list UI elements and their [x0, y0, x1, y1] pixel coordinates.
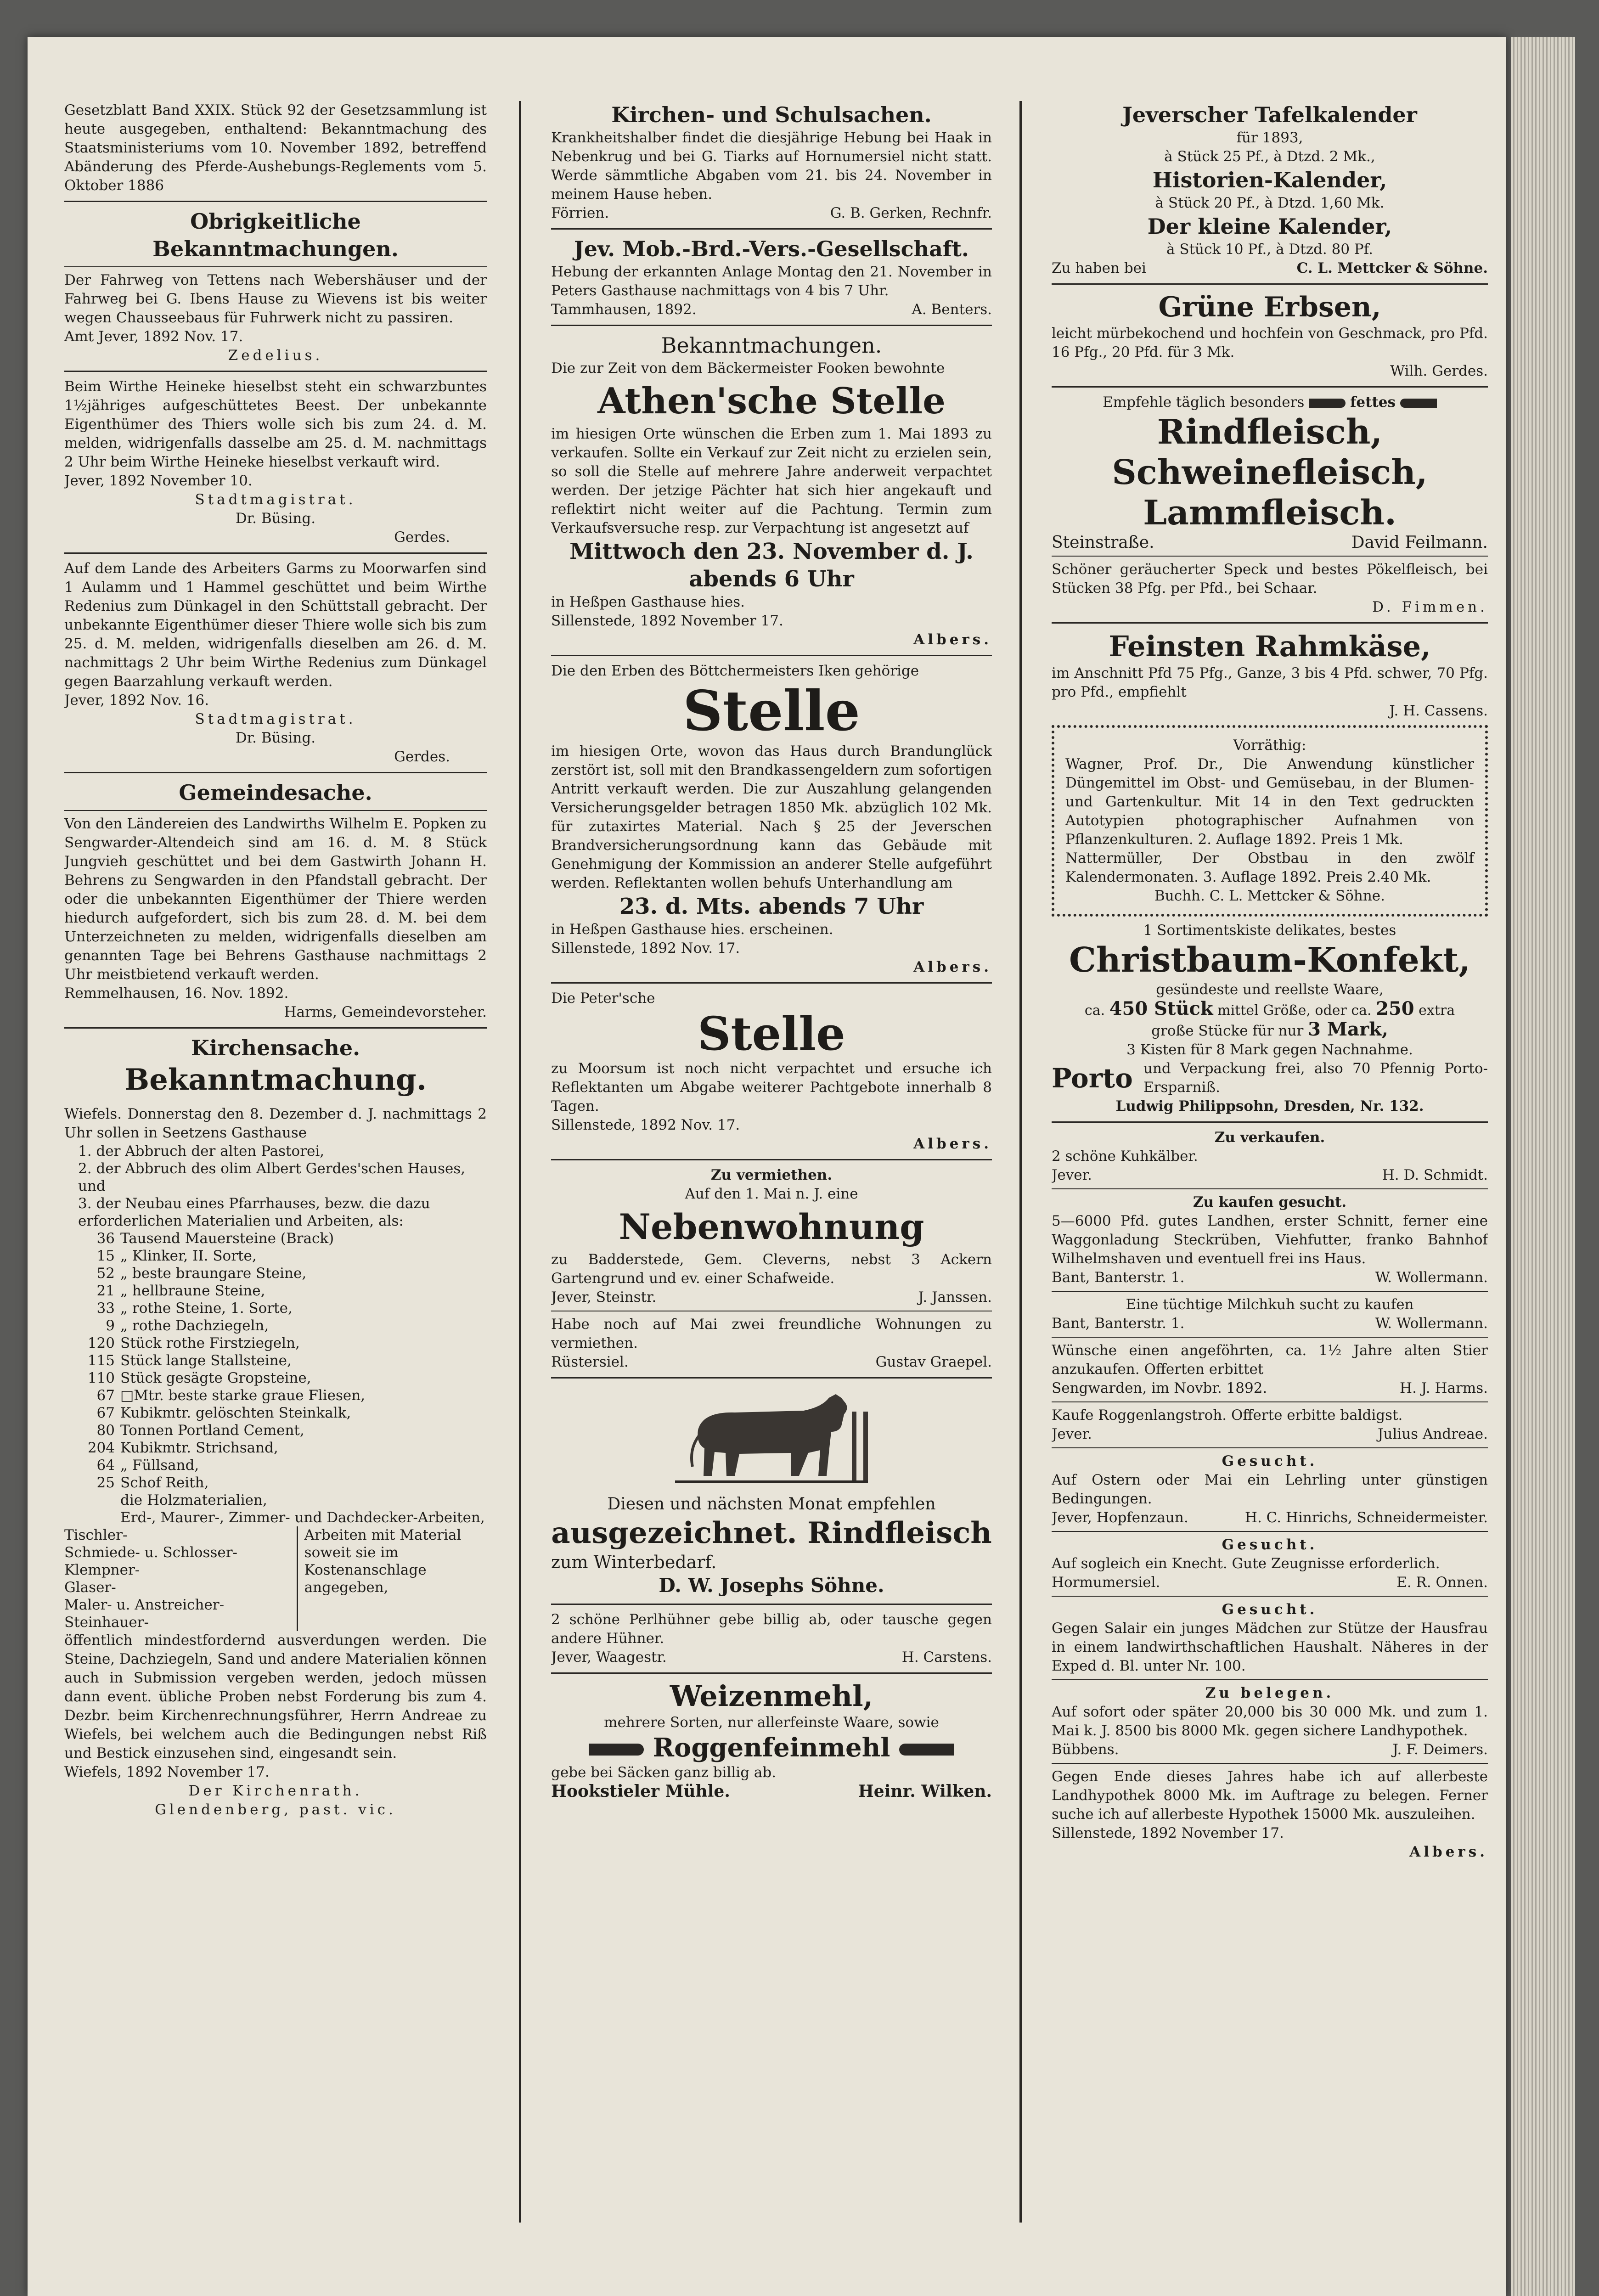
notice-text: Schöner geräucherter Speck und bestes Pökelfleisch, bei Stücken 38 Pfg. per Pfd., bei Schaar.	[1052, 561, 1488, 597]
notice-text: 5—6000 Pfd. gutes Landhen, erster Schnitt, ferner eine Waggonladung Steckrüben, Viehfutter, franko Bahnhof Wilhelmshaven und eventuell frei ins Haus.	[1052, 1213, 1488, 1267]
divider	[1052, 1121, 1488, 1123]
notice-text: Zu haben bei	[1052, 260, 1146, 276]
notice-text-part: ca.	[1084, 1002, 1105, 1019]
section-heading: Zu vermiethen.	[710, 1167, 833, 1183]
pointing-hand-icon	[1400, 399, 1437, 408]
notice-signature: Ludwig Philippsohn, Dresden, Nr. 132.	[1115, 1098, 1424, 1114]
notice-text-part: große Stücke für nur	[1151, 1023, 1304, 1039]
notice-signature: Albers.	[1409, 1844, 1488, 1860]
notice-signature: E. R. Onnen.	[1396, 1574, 1488, 1591]
material-quantity	[64, 1509, 120, 1526]
notice-text: Wagner, Prof. Dr., Die Anwendung künstlicher Düngemittel im Obst- und Gemüsebau, in der Blumen- und Gartenkultur. Mit 14 in den Text gedruckten Autotypien photographischer Aufnahmen von Pflanzenkulturen. 2. Auflage 1892. Preis 1 Mk.	[1065, 756, 1474, 848]
notice-text: Die Peter'sche	[551, 990, 655, 1007]
notice-text: Auf dem Lande des Arbeiters Garms zu Moorwarfen sind 1 Aulamm und 1 Hammel geschüttet und beim Wirthe Redenius zum Dünkagel in den Schüttstall gebracht. Der unbekannte Eigenthümer dieser Thiere wolle sich bis zum 25. d. M. melden, widrigenfalls dieselben am 26. d. M. nachmittags 2 Uhr beim Wirthe Redenius zum Dünkagel gegen Baarzahlung verkauft werden.	[64, 560, 487, 690]
divider	[551, 655, 992, 656]
notice-signature: Albers.	[913, 959, 992, 975]
notice-signature: Stadtmagistrat.	[195, 711, 356, 727]
divider	[1052, 1188, 1488, 1189]
list-item	[64, 1160, 487, 1195]
notice-signature: W. Wollermann.	[1375, 1269, 1488, 1286]
notice-title: Lammfleisch.	[1143, 493, 1396, 533]
divider	[64, 810, 487, 811]
material-description: „ hellbraune Steine,	[120, 1283, 265, 1299]
notice-signature: A. Benters.	[912, 301, 992, 318]
pointing-hand-icon	[1309, 399, 1346, 408]
notice-title: ausgezeichnet. Rindfleisch	[551, 1516, 992, 1550]
notice-text: Auf den 1. Mai n. J. eine	[685, 1186, 858, 1202]
material-description: „ Füllsand,	[120, 1457, 199, 1474]
notice-text: Krankheitshalber findet die diesjährige Hebung bei Haak in Nebenkrug und bei G. Tiarks auf Hornumersiel nicht statt. Werde sämmtliche Abgaben vom 21. bis 24. November in meinem Hause heben.	[551, 129, 992, 203]
notice-text-part: 250	[1376, 998, 1414, 1019]
material-row	[64, 1317, 487, 1334]
divider	[1052, 386, 1488, 388]
divider	[1052, 1291, 1488, 1292]
section-heading: Obrigkeitliche Bekanntmachungen.	[152, 209, 399, 261]
notice-signature: Albers.	[913, 1136, 992, 1152]
notice-text: für 1893,	[1236, 129, 1303, 146]
notice-place: Jever.	[1052, 1426, 1092, 1442]
list-item-text: 3. der Neubau eines Pfarrhauses, bezw. die dazu erforderlichen Materialien und Arbeiten, als:	[78, 1195, 430, 1229]
material-description: Stück rothe Firstziegeln,	[120, 1335, 300, 1351]
notice-signature: David Feilmann.	[1351, 533, 1488, 552]
divider	[1052, 283, 1488, 285]
notice-title: Grüne Erbsen,	[1158, 291, 1381, 323]
material-quantity: 9	[106, 1317, 115, 1334]
notice-text: Die zur Zeit von dem Bäckermeister Fooken bewohnte	[551, 360, 945, 377]
material-description: Tausend Mauersteine (Brack)	[120, 1230, 334, 1247]
divider	[1052, 622, 1488, 624]
notice-footer	[551, 300, 992, 319]
notice-footer	[1052, 1573, 1488, 1592]
notice-date: Remmelhausen, 16. Nov. 1892.	[64, 985, 289, 1002]
material-quantity: 67	[96, 1387, 115, 1404]
material-quantity	[64, 1491, 120, 1509]
gesetzblatt-notice: Gesetzblatt Band XXIX. Stück 92 der Gesetzsammlung ist heute ausgegeben, enthaltend: Bekanntmachung des Staatsministeriums vom 10. November 1892, betreffend Abänderung des Pferde-Aushebungs-Reglements vom 5. Oktober 1886	[64, 102, 487, 194]
notice-footer	[551, 1288, 992, 1307]
notice-text: im hiesigen Orte, wovon das Haus durch Brandunglück zerstört ist, soll mit den Brandkassengeldern zum sofortigen Antritt verkauft werden. Die zur Auszahlung gelangenden Versicherungsgelder betragen 1850 Mk. abzüglich 102 Mk. für zutaxirtes Material. Nach § 25 der Jeverschen Brandversicherungsordnung kann das Gebäude mit Genehmigung der Kommission an anderer Stelle aufgeführt werden. Reflektanten wollen behufs Unterhandlung am	[551, 743, 992, 891]
material-description: Tonnen Portland Cement,	[120, 1422, 304, 1439]
notice-signature: D. W. Josephs Söhne.	[659, 1574, 884, 1597]
notice-title: Schweinefleisch,	[1112, 453, 1428, 492]
material-description: „ rothe Dachziegeln,	[120, 1317, 269, 1334]
notice-place: Jever, Hopfenzaun.	[1052, 1509, 1188, 1526]
notice-text: Gegen Salair ein junges Mädchen zur Stütze der Hausfrau in einem landwirthschaftlichen Haushalt. Näheres in der Exped d. Bl. unter Nr. 100.	[1052, 1620, 1488, 1674]
item-list	[64, 1142, 487, 1230]
newspaper-page	[28, 37, 1506, 2296]
notice-place: Bübbens.	[1052, 1741, 1119, 1758]
material-quantity: 115	[87, 1352, 115, 1369]
notice-footer	[1052, 1314, 1488, 1333]
divider	[551, 1604, 992, 1605]
notice-title: Feinsten Rahmkäse,	[1109, 630, 1431, 663]
notice-footer	[1052, 1740, 1488, 1759]
notice-title-text: Roggenfeinmehl	[653, 1733, 890, 1763]
notice-text: Der Fahrweg von Tettens nach Webershäuser und der Fahrweg bei G. Ibens Hause zu Wievens ist bis weiter wegen Chausseebaus für Fuhrwerk nicht zu passiren.	[64, 272, 487, 326]
notice-text-fettes: fettes	[1350, 394, 1396, 411]
section-heading: Jeverscher Tafelkalender	[1122, 102, 1417, 127]
section-heading: Kirchen- und Schulsachen.	[611, 102, 932, 127]
material-row	[64, 1265, 487, 1282]
notice-text-part: extra	[1419, 1002, 1455, 1019]
pointing-hand-icon	[899, 1744, 954, 1756]
material-row	[64, 1457, 487, 1474]
notice-title: Porto	[1052, 1063, 1133, 1094]
material-quantity: 64	[96, 1457, 115, 1474]
notice-signature: Harms, Gemeindevorsteher.	[284, 1004, 487, 1020]
notice-date: Sillenstede, 1892 Nov. 17.	[551, 1117, 740, 1133]
notice-title: Bekanntmachung.	[124, 1063, 427, 1097]
divider	[1052, 1679, 1488, 1680]
notice-signature: Gerdes.	[394, 748, 450, 765]
divider	[64, 201, 487, 202]
notice-title: Nebenwohnung	[619, 1206, 924, 1247]
notice-signature: J. H. Cassens.	[1389, 703, 1488, 719]
divider	[1052, 1763, 1488, 1764]
divider	[1052, 1447, 1488, 1448]
material-row	[64, 1352, 487, 1369]
material-quantity: 33	[96, 1300, 115, 1317]
material-row	[64, 1439, 487, 1457]
notice-footer	[1052, 1425, 1488, 1444]
porto-line	[1052, 1059, 1488, 1097]
notice-heading: Vorräthig:	[1233, 737, 1306, 754]
notice-date: Sillenstede, 1892 November 17.	[1052, 1825, 1284, 1841]
notice-text: Kaufe Roggenlangstroh. Offerte erbitte baldigst.	[1052, 1407, 1403, 1424]
notice-text: zu Badderstede, Gem. Cleverns, nebst 3 Ackern Gartengrund und ev. einer Schafweide.	[551, 1251, 992, 1287]
section-heading: Kirchensache.	[191, 1035, 360, 1060]
trade-item: Steinhauer-	[64, 1614, 149, 1631]
notice-text: im hiesigen Orte wünschen die Erben zum 1. Mai 1893 zu verkaufen. Sollte ein Verkauf zur Zeit nicht zu erzielen sein, so soll die Stelle auf mehrere Jahre anderweit verpachtet werden. Der jetzige Pächter hat sich hier angekauft und reflektirt nicht weiter auf die Pachtung. Termin zum Verkaufsversuche resp. zur Verpachtung ist angesetzt auf	[551, 426, 992, 536]
pointing-hand-icon	[589, 1744, 644, 1756]
notice-place: in Heßpen Gasthause hies.	[551, 594, 745, 610]
notice-text	[1052, 393, 1488, 412]
notice-title: Stelle	[698, 1007, 845, 1061]
notice-signature: H. D. Schmidt.	[1382, 1167, 1488, 1183]
notice-place: Jever, Steinstr.	[551, 1289, 657, 1306]
material-quantity: 80	[96, 1422, 115, 1439]
list-item	[64, 1195, 487, 1230]
notice-signature: Buchh. C. L. Mettcker & Söhne.	[1154, 888, 1385, 904]
material-row	[64, 1404, 487, 1422]
trades-block	[64, 1526, 487, 1631]
material-row	[64, 1422, 487, 1439]
notice-text: Nattermüller, Der Obstbau in den zwölf Kalendermonaten. 3. Auflage 1892. Preis 2.40 Mk.	[1065, 850, 1474, 885]
section-heading: Bekanntmachungen.	[661, 333, 882, 358]
notice-signature: J. Janssen.	[918, 1289, 992, 1306]
notice-signature: Stadtmagistrat.	[195, 491, 356, 508]
section-heading: Zu kaufen gesucht.	[1193, 1194, 1347, 1210]
divider	[64, 552, 487, 554]
notice-place: Förrien.	[551, 205, 609, 221]
notice-title: Christbaum-Konfekt,	[1069, 940, 1471, 980]
notice-footer	[551, 1353, 992, 1372]
notice-signature: Wilh. Gerdes.	[1390, 363, 1488, 379]
section-heading: Gesucht.	[1222, 1536, 1318, 1553]
notice-signature: G. B. Gerken, Rechnfr.	[830, 205, 992, 221]
notice-text: Auf Ostern oder Mai ein Lehrling unter günstigen Bedingungen.	[1052, 1472, 1488, 1507]
material-description: Schof Reith,	[120, 1474, 209, 1491]
material-row	[64, 1491, 487, 1509]
section-heading: Historien-Kalender,	[1152, 168, 1387, 192]
divider	[551, 325, 992, 326]
notice-text: Beim Wirthe Heineke hieselbst steht ein schwarzbuntes 1½jähriges aufgeschüttetes Beest. Der unbekannte Eigenthümer des Thiers wolle sich bis zum 24. d. M. melden, widrigenfalls dasselbe am 25. d. M. nachmittags 2 Uhr beim Wirthe Heineke hieselbst verkauft wird.	[64, 378, 487, 470]
material-quantity: 36	[96, 1230, 115, 1247]
material-description: Kubikmtr. Strichsand,	[120, 1440, 278, 1456]
list-item-text: 1. der Abbruch der alten Pastorei,	[78, 1143, 325, 1159]
notice-text: zum Winterbedarf.	[551, 1552, 717, 1572]
notice-text: Hebung der erkannten Anlage Montag den 21. November in Peters Gasthause nachmittags von 4 bis 7 Uhr.	[551, 264, 992, 299]
notice-text: gebe bei Säcken ganz billig ab.	[551, 1764, 777, 1781]
notice-footer	[1052, 1508, 1488, 1527]
notice-text: Auf sofort oder später 20,000 bis 30 000 Mk. und zum 1. Mai k. J. 8500 bis 8000 Mk. gegen sichere Landhypothek.	[1052, 1704, 1488, 1739]
divider	[551, 1159, 992, 1160]
material-description: Kubikmtr. gelöschten Steinkalk,	[120, 1405, 351, 1421]
notice-date: Amt Jever, 1892 Nov. 17.	[64, 328, 243, 345]
notice-title: Weizenmehl,	[670, 1679, 873, 1713]
notice-place: in Heßpen Gasthause hies. erscheinen.	[551, 921, 833, 938]
material-quantity: 52	[96, 1265, 115, 1282]
notice-footer	[551, 1782, 992, 1801]
section-heading: Gesucht.	[1222, 1453, 1318, 1469]
notice-place: Hormumersiel.	[1052, 1574, 1160, 1591]
material-quantity: 21	[96, 1283, 115, 1299]
material-description: Stück lange Stallsteine,	[120, 1352, 292, 1369]
section-heading: Gemeindesache.	[179, 780, 372, 805]
divider	[551, 228, 992, 230]
notice-place: Rüstersiel.	[551, 1354, 629, 1370]
notice-signature: Glendenberg, past. vic.	[155, 1801, 396, 1818]
material-description: □Mtr. beste starke graue Fliesen,	[120, 1387, 366, 1404]
notice-text-part: 3 Mark,	[1308, 1019, 1388, 1040]
list-item-text: 2. der Abbruch des olim Albert Gerdes'schen Hauses, und	[78, 1160, 466, 1194]
divider	[1052, 556, 1488, 557]
notice-text: Wiefels. Donnerstag den 8. Dezember d. J. nachmittags 2 Uhr sollen in Seetzens Gasthause	[64, 1106, 487, 1141]
notice-text: Von den Ländereien des Landwirths Wilhelm E. Popken zu Sengwarder-Altendeich sind am 16. d. M. 8 Stück Jungvieh geschüttet und bei dem Gastwirth Johann H. Behrens zu Sengwarden in den Pfandstall gebracht. Der oder die unbekannten Eigenthümer der Thiere werden hiedurch aufgefordert, sich bis zum 28. d. M. bei dem Unterzeichneten zu melden, widrigenfalls dieselben am genannten Tage bei Behrens Gasthause nachmittags 2 Uhr meistbietend verkauft werden.	[64, 816, 487, 983]
divider	[64, 772, 487, 773]
notice-text: Eine tüchtige Milchkuh sucht zu kaufen	[1126, 1296, 1414, 1313]
notice-signature: J. F. Deimers.	[1392, 1741, 1488, 1758]
notice-text: Habe noch auf Mai zwei freundliche Wohnungen zu vermiethen.	[551, 1316, 992, 1351]
material-quantity: 204	[87, 1440, 115, 1456]
notice-text: Auf sogleich ein Knecht. Gute Zeugnisse erforderlich.	[1052, 1555, 1440, 1572]
material-row	[64, 1387, 487, 1404]
column-right	[1052, 101, 1488, 2223]
notice-place: Jever, Waagestr.	[551, 1649, 667, 1666]
notice-signature: H. C. Hinrichs, Schneidermeister.	[1244, 1509, 1488, 1526]
divider	[1052, 1531, 1488, 1532]
divider	[1052, 1401, 1488, 1402]
notice-date-highlight: 23. d. Mts. abends 7 Uhr	[619, 894, 924, 919]
notice-footer	[1052, 1268, 1488, 1287]
book-spine	[1511, 37, 1575, 2296]
notice-title	[551, 1732, 992, 1763]
material-description: Stück gesägte Gropsteine,	[120, 1370, 311, 1386]
notice-text: 3 Kisten für 8 Mark gegen Nachnahme.	[1126, 1041, 1413, 1058]
material-quantity: 15	[96, 1248, 115, 1264]
notice-signature: Albers.	[913, 631, 992, 648]
notice-signature: Dr. Büsing.	[235, 730, 316, 746]
material-description: „ rothe Steine, 1. Sorte,	[120, 1300, 293, 1317]
notice-title: Rindfleisch,	[1157, 412, 1383, 452]
trade-item: Glaser-	[64, 1579, 116, 1596]
trade-item: Maler- u. Anstreicher-	[64, 1597, 225, 1613]
notice-signature: Gustav Graepel.	[875, 1354, 992, 1370]
material-row	[64, 1334, 487, 1352]
column-middle	[551, 101, 992, 2223]
notice-footer	[1052, 1166, 1488, 1185]
notice-text: à Stück 25 Pf., à Dtzd. 2 Mk.,	[1164, 148, 1375, 165]
section-heading: Gesucht.	[1222, 1601, 1318, 1618]
notice-text: 2 schöne Perlhühner gebe billig ab, oder tausche gegen andere Hühner.	[551, 1611, 992, 1647]
materials-list	[64, 1230, 487, 1526]
trade-item: Schmiede- u. Schlosser-	[64, 1544, 238, 1561]
notice-text: gesündeste und reellste Waare,	[1156, 981, 1384, 998]
section-heading: Zu belegen.	[1205, 1685, 1334, 1701]
notice-text: im Anschnitt Pfd 75 Pfg., Ganze, 3 bis 4 Pfd. schwer, 70 Pfg. pro Pfd., empfiehlt	[1052, 665, 1488, 700]
book-advert	[1057, 731, 1482, 911]
notice-date: Wiefels, 1892 November 17.	[64, 1764, 270, 1780]
notice-footer	[551, 204, 992, 223]
notice-title: Athen'sche Stelle	[597, 380, 946, 422]
notice-place: Bant, Banterstr. 1.	[1052, 1269, 1185, 1286]
notice-date: Tammhausen, 1892.	[551, 301, 697, 318]
notice-signature: W. Wollermann.	[1375, 1315, 1488, 1332]
notice-signature: Julius Andreae.	[1378, 1426, 1488, 1442]
notice-place: Jever.	[1052, 1167, 1092, 1183]
notice-text: leicht mürbekochend und hochfein von Geschmack, pro Pfd. 16 Pfg., 20 Pfd. für 3 Mk.	[1052, 325, 1488, 360]
divider	[1052, 1337, 1488, 1338]
notice-signature: H. J. Harms.	[1400, 1380, 1488, 1396]
material-description: die Holzmaterialien,	[120, 1492, 267, 1508]
notice-place: Bant, Banterstr. 1.	[1052, 1315, 1185, 1332]
notice-signature: Der Kirchenrath.	[188, 1783, 363, 1799]
notice-signature: Gerdes.	[394, 529, 450, 546]
notice-place: Steinstraße.	[1052, 533, 1154, 552]
trades-list	[64, 1526, 297, 1631]
notice-signature: D. Fimmen.	[1372, 599, 1488, 615]
notice-text	[1052, 999, 1488, 1020]
divider	[64, 266, 487, 267]
notice-text: Diesen und nächsten Monat empfehlen	[607, 1495, 936, 1514]
notice-text-part: 450 Stück	[1109, 998, 1213, 1019]
notice-signature: Dr. Büsing.	[235, 510, 316, 527]
notice-signature: H. Carstens.	[901, 1649, 992, 1666]
notice-signature: Zedelius.	[228, 347, 323, 364]
notice-date: Jever, 1892 November 10.	[64, 473, 253, 489]
notice-title: Stelle	[683, 679, 860, 743]
notice-text: à Stück 20 Pf., à Dtzd. 1,60 Mk.	[1155, 195, 1385, 211]
divider	[1052, 1596, 1488, 1597]
notice-signature: Heinr. Wilken.	[858, 1782, 992, 1801]
section-heading: Jev. Mob.-Brd.-Vers.-Gesellschaft.	[574, 236, 969, 261]
notice-date: Jever, 1892 Nov. 16.	[64, 692, 209, 709]
notice-signature: C. L. Mettcker & Söhne.	[1296, 260, 1488, 276]
section-heading: Der kleine Kalender,	[1147, 214, 1392, 239]
material-row	[64, 1247, 487, 1265]
notice-text: zu Moorsum ist noch nicht verpachtet und ersuche ich Reflektanten um Abgabe weiterer Pachtgebote innerhalb 8 Tagen.	[551, 1060, 992, 1114]
notice-text-part: mittel Größe, oder ca.	[1217, 1002, 1372, 1019]
column-left	[64, 101, 487, 2223]
material-quantity: 67	[96, 1405, 115, 1421]
notice-text: Die den Erben des Böttchermeisters Iken gehörige	[551, 663, 919, 679]
material-quantity: 110	[87, 1370, 115, 1386]
notice-date: Sillenstede, 1892 November 17.	[551, 613, 783, 629]
list-item	[64, 1142, 487, 1160]
notice-signature: Hookstieler Mühle.	[551, 1782, 730, 1801]
trade-item: Tischler-	[64, 1527, 128, 1543]
material-row	[64, 1230, 487, 1247]
notice-text: Gegen Ende dieses Jahres habe ich auf allerbeste Landhypothek 8000 Mk. im Auftrage zu belegen. Ferner suche ich auf allerbeste Hypothek 15000 Mk. auszuleihen.	[1052, 1768, 1488, 1823]
material-row	[64, 1300, 487, 1317]
column-rule	[1019, 101, 1022, 2223]
material-quantity: 25	[96, 1474, 115, 1491]
notice-text: 2 schöne Kuhkälber.	[1052, 1148, 1198, 1165]
notice-text: 1 Sortimentskiste delikates, bestes	[1143, 922, 1396, 939]
notice-date-highlight: Mittwoch den 23. November d. J. abends 6 Uhr	[569, 539, 974, 592]
notice-text	[1052, 1020, 1488, 1041]
material-row	[64, 1474, 487, 1491]
notice-text: und Verpackung frei, also 70 Pfennig Porto-Ersparniß.	[1143, 1060, 1488, 1096]
material-row	[64, 1509, 487, 1526]
divider	[64, 371, 487, 372]
material-description: Erd-, Maurer-, Zimmer- und Dachdecker-Arbeiten,	[120, 1509, 485, 1526]
material-row	[64, 1369, 487, 1387]
divider	[551, 1377, 992, 1379]
notice-text: mehrere Sorten, nur allerfeinste Waare, sowie	[604, 1714, 939, 1731]
divider	[551, 982, 992, 984]
notice-footer	[551, 1648, 992, 1667]
book-advert-frame	[1052, 725, 1488, 917]
notice-text: à Stück 10 Pf., à Dtzd. 80 Pf.	[1166, 241, 1373, 258]
notice-place: Sengwarden, im Novbr. 1892.	[1052, 1380, 1267, 1396]
notice-footer	[1052, 1379, 1488, 1398]
material-description: „ Klinker, II. Sorte,	[120, 1248, 257, 1264]
notice-text: öffentlich mindestfordernd ausverdungen werden. Die Steine, Dachziegeln, Sand und andere Materialien können auch in Submission vergeben werden, jedoch müssen dann event. übliche Proben nebst Forderung bis zum 4. Dezbr. beim Kirchenrechnungsführer, Herrn Andreae zu Wiefels, bei welchem auch die Bedingungen nebst Riß und Bestick einzusehen sind, eingesandt sein.	[64, 1632, 487, 1761]
trade-item: Klempner-	[64, 1562, 140, 1578]
column-rule	[519, 101, 521, 2223]
notice-text-intro: Empfehle täglich besonders	[1103, 394, 1305, 411]
trades-note: Arbeiten mit Material soweit sie im Kostenanschlage angegeben,	[297, 1526, 487, 1631]
notice-footer	[1052, 533, 1488, 552]
notice-footer	[1052, 259, 1488, 278]
material-quantity: 120	[87, 1335, 115, 1351]
divider	[551, 1672, 992, 1674]
divider	[64, 1027, 487, 1029]
notice-text: Wünsche einen angeföhrten, ca. 1½ Jahre alten Stier anzukaufen. Offerten erbittet	[1052, 1342, 1488, 1378]
notice-date: Sillenstede, 1892 Nov. 17.	[551, 940, 740, 957]
ox-illustration-icon	[670, 1384, 873, 1490]
section-heading: Zu verkaufen.	[1214, 1129, 1325, 1146]
material-description: „ beste braungare Steine,	[120, 1265, 307, 1282]
material-row	[64, 1282, 487, 1300]
